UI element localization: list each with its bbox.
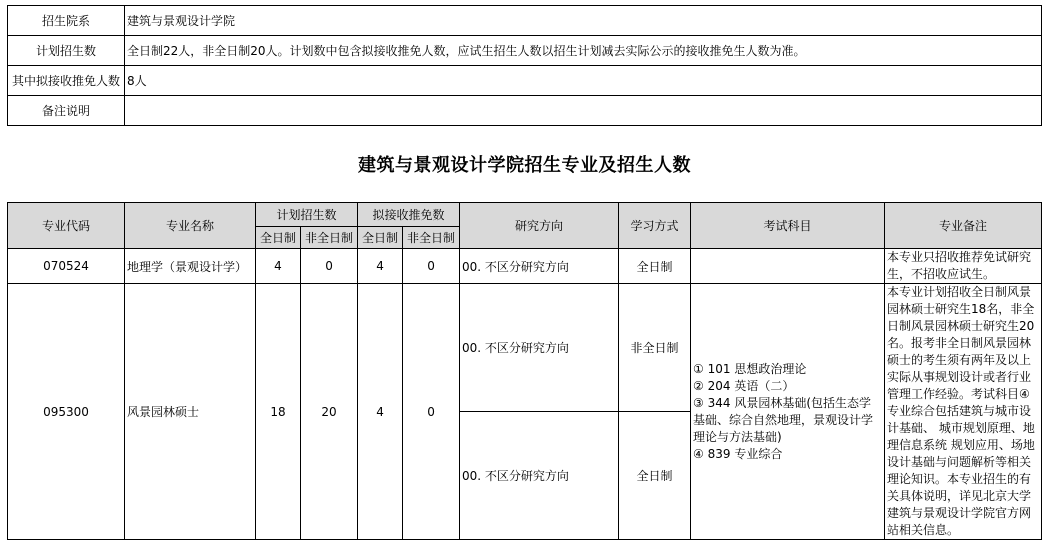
exempt-part: 0 xyxy=(403,284,460,540)
info-value: 建筑与景观设计学院 xyxy=(125,6,1042,36)
header-exempt-part: 非全日制 xyxy=(403,227,460,249)
study-mode: 非全日制 xyxy=(619,284,691,412)
header-plan-part: 非全日制 xyxy=(301,227,358,249)
plan-full: 18 xyxy=(256,284,301,540)
info-row-plan xyxy=(8,36,1042,66)
exam-subject-2: ② 204 英语（二） xyxy=(693,378,795,393)
header-exempt: 拟接收推免数 xyxy=(358,203,460,227)
major-remark: 本专业只招收推荐免试研究生，不招收应试生。 xyxy=(885,249,1042,284)
exempt-part: 0 xyxy=(403,249,460,284)
study-mode: 全日制 xyxy=(619,249,691,284)
plan-part: 20 xyxy=(301,284,358,540)
info-table xyxy=(7,5,1042,126)
major-code: 095300 xyxy=(8,284,125,540)
exam-subject-3: ③ 344 风景园林基础(包括生态学基础、综合自然地理，景观设计学理论与方法基础) xyxy=(693,395,874,444)
research-direction: 00. 不区分研究方向 xyxy=(460,412,619,540)
info-value xyxy=(125,96,1042,126)
header-plan: 计划招生数 xyxy=(256,203,358,227)
exam-subjects xyxy=(691,284,885,540)
info-label: 其中拟接收推免人数 xyxy=(8,66,125,96)
study-mode: 全日制 xyxy=(619,412,691,540)
table-row xyxy=(8,249,1042,284)
exempt-full: 4 xyxy=(358,284,403,540)
research-direction: 00. 不区分研究方向 xyxy=(460,284,619,412)
major-code: 070524 xyxy=(8,249,125,284)
plan-part: 0 xyxy=(301,249,358,284)
info-label: 计划招生数 xyxy=(8,36,125,66)
major-name: 风景园林硕士 xyxy=(125,284,256,540)
exam-subject-1: ① 101 思想政治理论 xyxy=(693,361,807,376)
header-exam: 考试科目 xyxy=(691,203,885,249)
table-row xyxy=(8,284,1042,412)
header-name: 专业名称 xyxy=(125,203,256,249)
majors-table xyxy=(7,202,1042,540)
header-mode: 学习方式 xyxy=(619,203,691,249)
research-direction: 00. 不区分研究方向 xyxy=(460,249,619,284)
exempt-full: 4 xyxy=(358,249,403,284)
page-title: 建筑与景观设计学院招生专业及招生人数 xyxy=(358,155,691,176)
info-row-exempt xyxy=(8,66,1042,96)
header-row xyxy=(8,203,1042,227)
exam-subjects xyxy=(691,249,885,284)
plan-full: 4 xyxy=(256,249,301,284)
info-label: 招生院系 xyxy=(8,6,125,36)
info-value: 8人 xyxy=(125,66,1042,96)
header-direction: 研究方向 xyxy=(460,203,619,249)
info-label: 备注说明 xyxy=(8,96,125,126)
header-remark: 专业备注 xyxy=(885,203,1042,249)
info-row-department xyxy=(8,6,1042,36)
header-code: 专业代码 xyxy=(8,203,125,249)
info-row-remark xyxy=(8,96,1042,126)
header-plan-full: 全日制 xyxy=(256,227,301,249)
major-remark: 本专业计划招收全日制风景园林硕士研究生18名，非全日制风景园林硕士研究生20名。报考非全日制风景园林硕士的考生须有两年及以上实际从事规划设计或者行业管理工作经验。考试科目④专业综合包括建筑与城市设计基础、 城市规划原理、地理信息系统 规划应用、场地设计基础与问题解析等相关理论知识。本专业招生的有关具体说明，详见北京大学建筑与景观设计学院官方网站相关信息。 xyxy=(885,284,1042,540)
major-name: 地理学（景观设计学） xyxy=(125,249,256,284)
header-exempt-full: 全日制 xyxy=(358,227,403,249)
exam-subject-4: ④ 839 专业综合 xyxy=(693,446,783,461)
info-value: 全日制22人，非全日制20人。计划数中包含拟接收推免人数，应试生招生人数以招生计划减去实际公示的接收推免生人数为准。 xyxy=(125,36,1042,66)
